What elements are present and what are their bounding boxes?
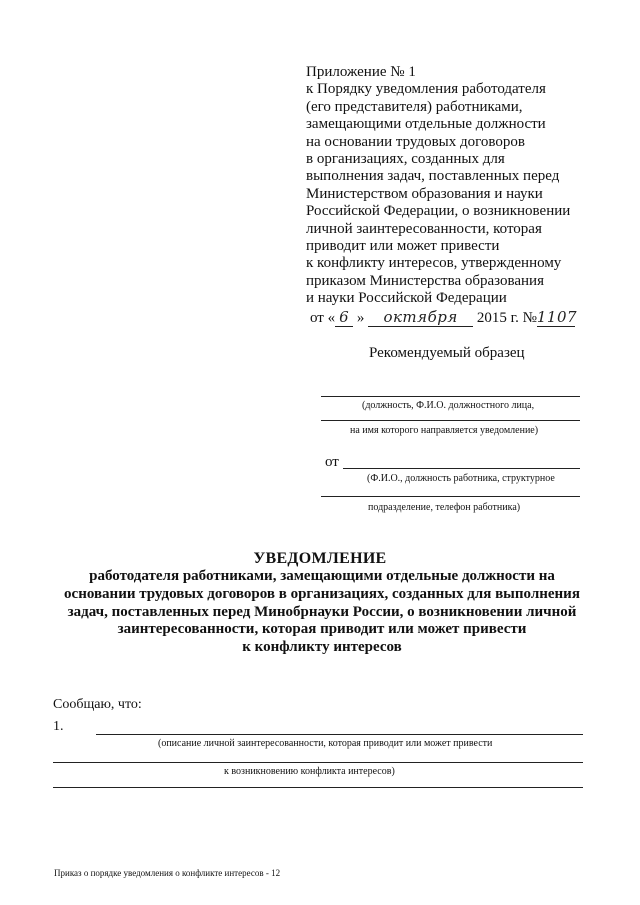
recipient-caption-1: (должность, Ф.И.О. должностного лица, [362,400,535,411]
annex-line: Министерством образования и науки [306,185,543,202]
date-mid: » [356,310,365,326]
handwritten-order-number: 1107 [536,308,578,326]
body-line-2 [53,762,583,763]
report-text: Сообщаю, что: [53,697,142,712]
sender-line-1 [343,468,580,469]
annex-line: (его представителя) работниками, [306,98,523,115]
subtitle-line: основании трудовых договоров в организациях, созданных для выполнения [64,585,580,602]
from-label: от [325,454,339,470]
body-line-1 [96,734,583,735]
subtitle-line: работодателя работниками, замещающими отдельные должности на [89,568,555,584]
recipient-line-2 [321,420,580,421]
notice-subtitle [60,568,584,657]
annex-line: и науки Российской Федерации [306,290,507,307]
annex-line: приказом Министерства образования [306,272,544,289]
sender-line-2 [321,496,580,497]
order-date-line [310,308,578,327]
handwritten-month: октября [368,308,473,327]
annex-line: к Порядку уведомления работодателя [306,81,546,98]
body-caption-2: к возникновению конфликта интересов) [224,766,395,777]
body-line-3 [53,787,583,788]
subtitle-line: заинтересованности, которая приводит или может привести [117,621,527,638]
recipient-line-1 [321,396,580,397]
sender-caption-1: (Ф.И.О., должность работника, структурное [367,473,555,484]
sender-caption-2: подразделение, телефон работника) [368,502,521,513]
date-prefix: от « [310,310,336,326]
annex-line: замещающими отдельные должности [306,116,546,133]
subtitle-line: задач, поставленных перед Минобрнауки России, о возникновении личной [67,603,577,620]
annex-line: Приложение № 1 [306,64,416,80]
sample-label: Рекомендуемый образец [369,345,525,361]
recipient-caption-2: на имя которого направляется уведомление) [350,425,539,436]
item-number: 1. [53,719,64,734]
subtitle-line: к конфликту интересов [242,639,402,656]
notice-title: УВЕДОМЛЕНИЕ [253,550,387,567]
annex-line: приводит или может привести [306,238,500,255]
date-year: 2015 г. № [476,310,537,326]
page-footer: Приказ о порядке уведомления о конфликте интересов - 12 [54,868,281,878]
annex-line: выполнения задач, поставленных перед [306,168,560,185]
annex-line: Российской Федерации, о возникновении [306,203,571,220]
handwritten-day: 6 [335,308,353,327]
annex-line: личной заинтересованности, которая [306,220,542,237]
annex-line: в организациях, созданных для [306,151,505,168]
annex-header [306,64,596,308]
annex-line: к конфликту интересов, утвержденному [306,255,562,272]
annex-line: на основании трудовых договоров [306,133,525,150]
body-caption-1: (описание личной заинтересованности, которая приводит или может привести [158,738,493,749]
